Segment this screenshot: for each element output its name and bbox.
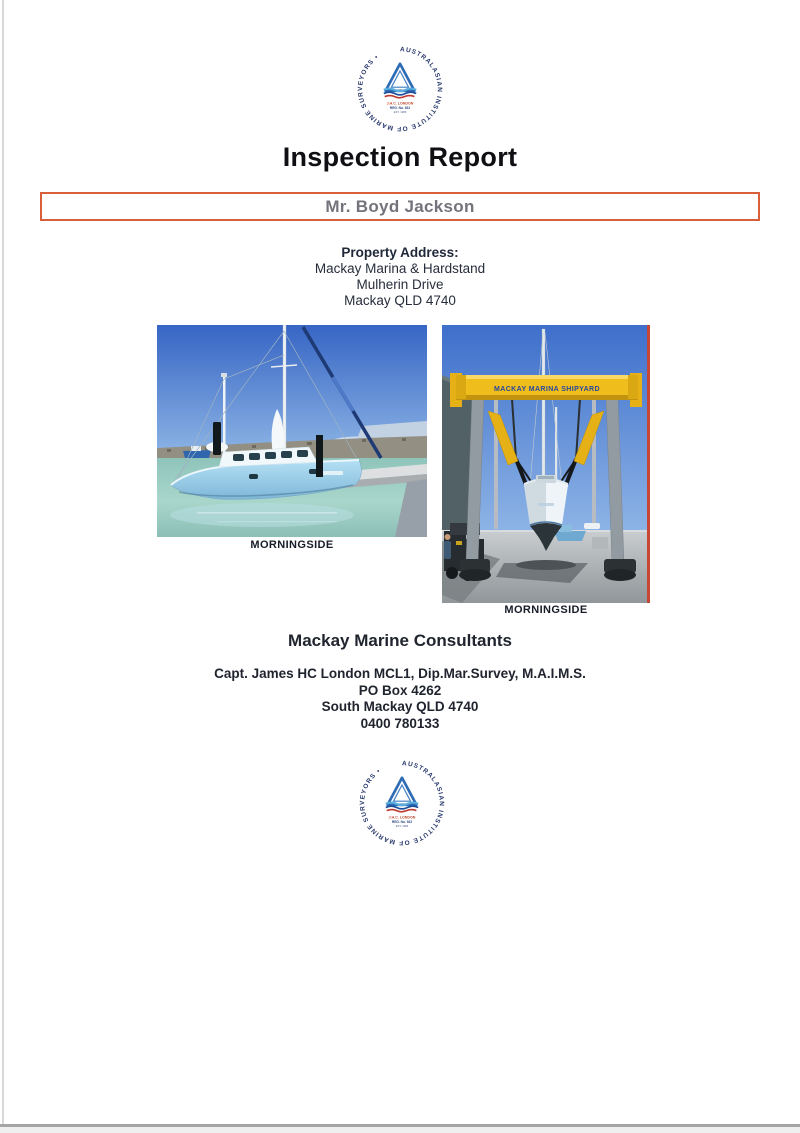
seal-center-line2: REG. No. 922 [389, 105, 411, 110]
client-name: Mr. Boyd Jackson [325, 196, 475, 216]
marine-surveyors-seal-icon [357, 758, 447, 846]
page-title: Inspection Report [282, 142, 518, 172]
surveyor-credentials: Capt. James HC London MCL1, Dip.Mar.Survey, M.A.I.M.S. [214, 666, 586, 681]
photo-caption: MORNINGSIDE [504, 604, 588, 616]
seal-center-line3: EST. 1986 [393, 110, 407, 114]
yacht-marina-illustration [157, 325, 427, 537]
travel-lift-illustration [442, 325, 650, 603]
page-edge-bottom-light [0, 1127, 800, 1133]
seal-center-line2: REG. No. 922 [391, 819, 413, 824]
seal-ring-text: AUSTRALASIAN INSTITUTE OF MARINE SURVEYORS • [357, 46, 443, 132]
company-address: South Mackay QLD 4740 [321, 699, 479, 714]
property-address-line: Mackay QLD 4740 [344, 293, 456, 308]
seal-center-line1: J.H.C. LONDON [386, 101, 414, 106]
client-name-box [40, 192, 760, 221]
crane-beam-text: MACKAY MARINA SHIPYARD [494, 386, 600, 393]
seal-center-line3: EST. 1986 [395, 824, 409, 828]
seal-svg-bottom [357, 758, 447, 848]
property-address-line: Mulherin Drive [356, 277, 444, 292]
contact-block [0, 666, 800, 732]
seal-center-line1: J.H.C. LONDON [388, 815, 416, 820]
seal-svg-top [355, 44, 445, 134]
seal-ring-text: AUSTRALASIAN INSTITUTE OF MARINE SURVEYORS • [359, 760, 445, 846]
photo-caption: MORNINGSIDE [250, 539, 334, 551]
property-address-block [0, 245, 800, 309]
property-address-label: Property Address: [341, 245, 459, 260]
photo-yacht-travel-lift [442, 325, 650, 603]
photo-yacht-marina [157, 325, 427, 537]
phone-number: 0400 780133 [360, 715, 440, 731]
po-box: PO Box 4262 [358, 682, 442, 698]
property-address-line: Mackay Marina & Hardstand [314, 261, 486, 276]
marine-surveyors-seal-icon [355, 44, 445, 132]
company-name: Mackay Marine Consultants [288, 631, 512, 650]
